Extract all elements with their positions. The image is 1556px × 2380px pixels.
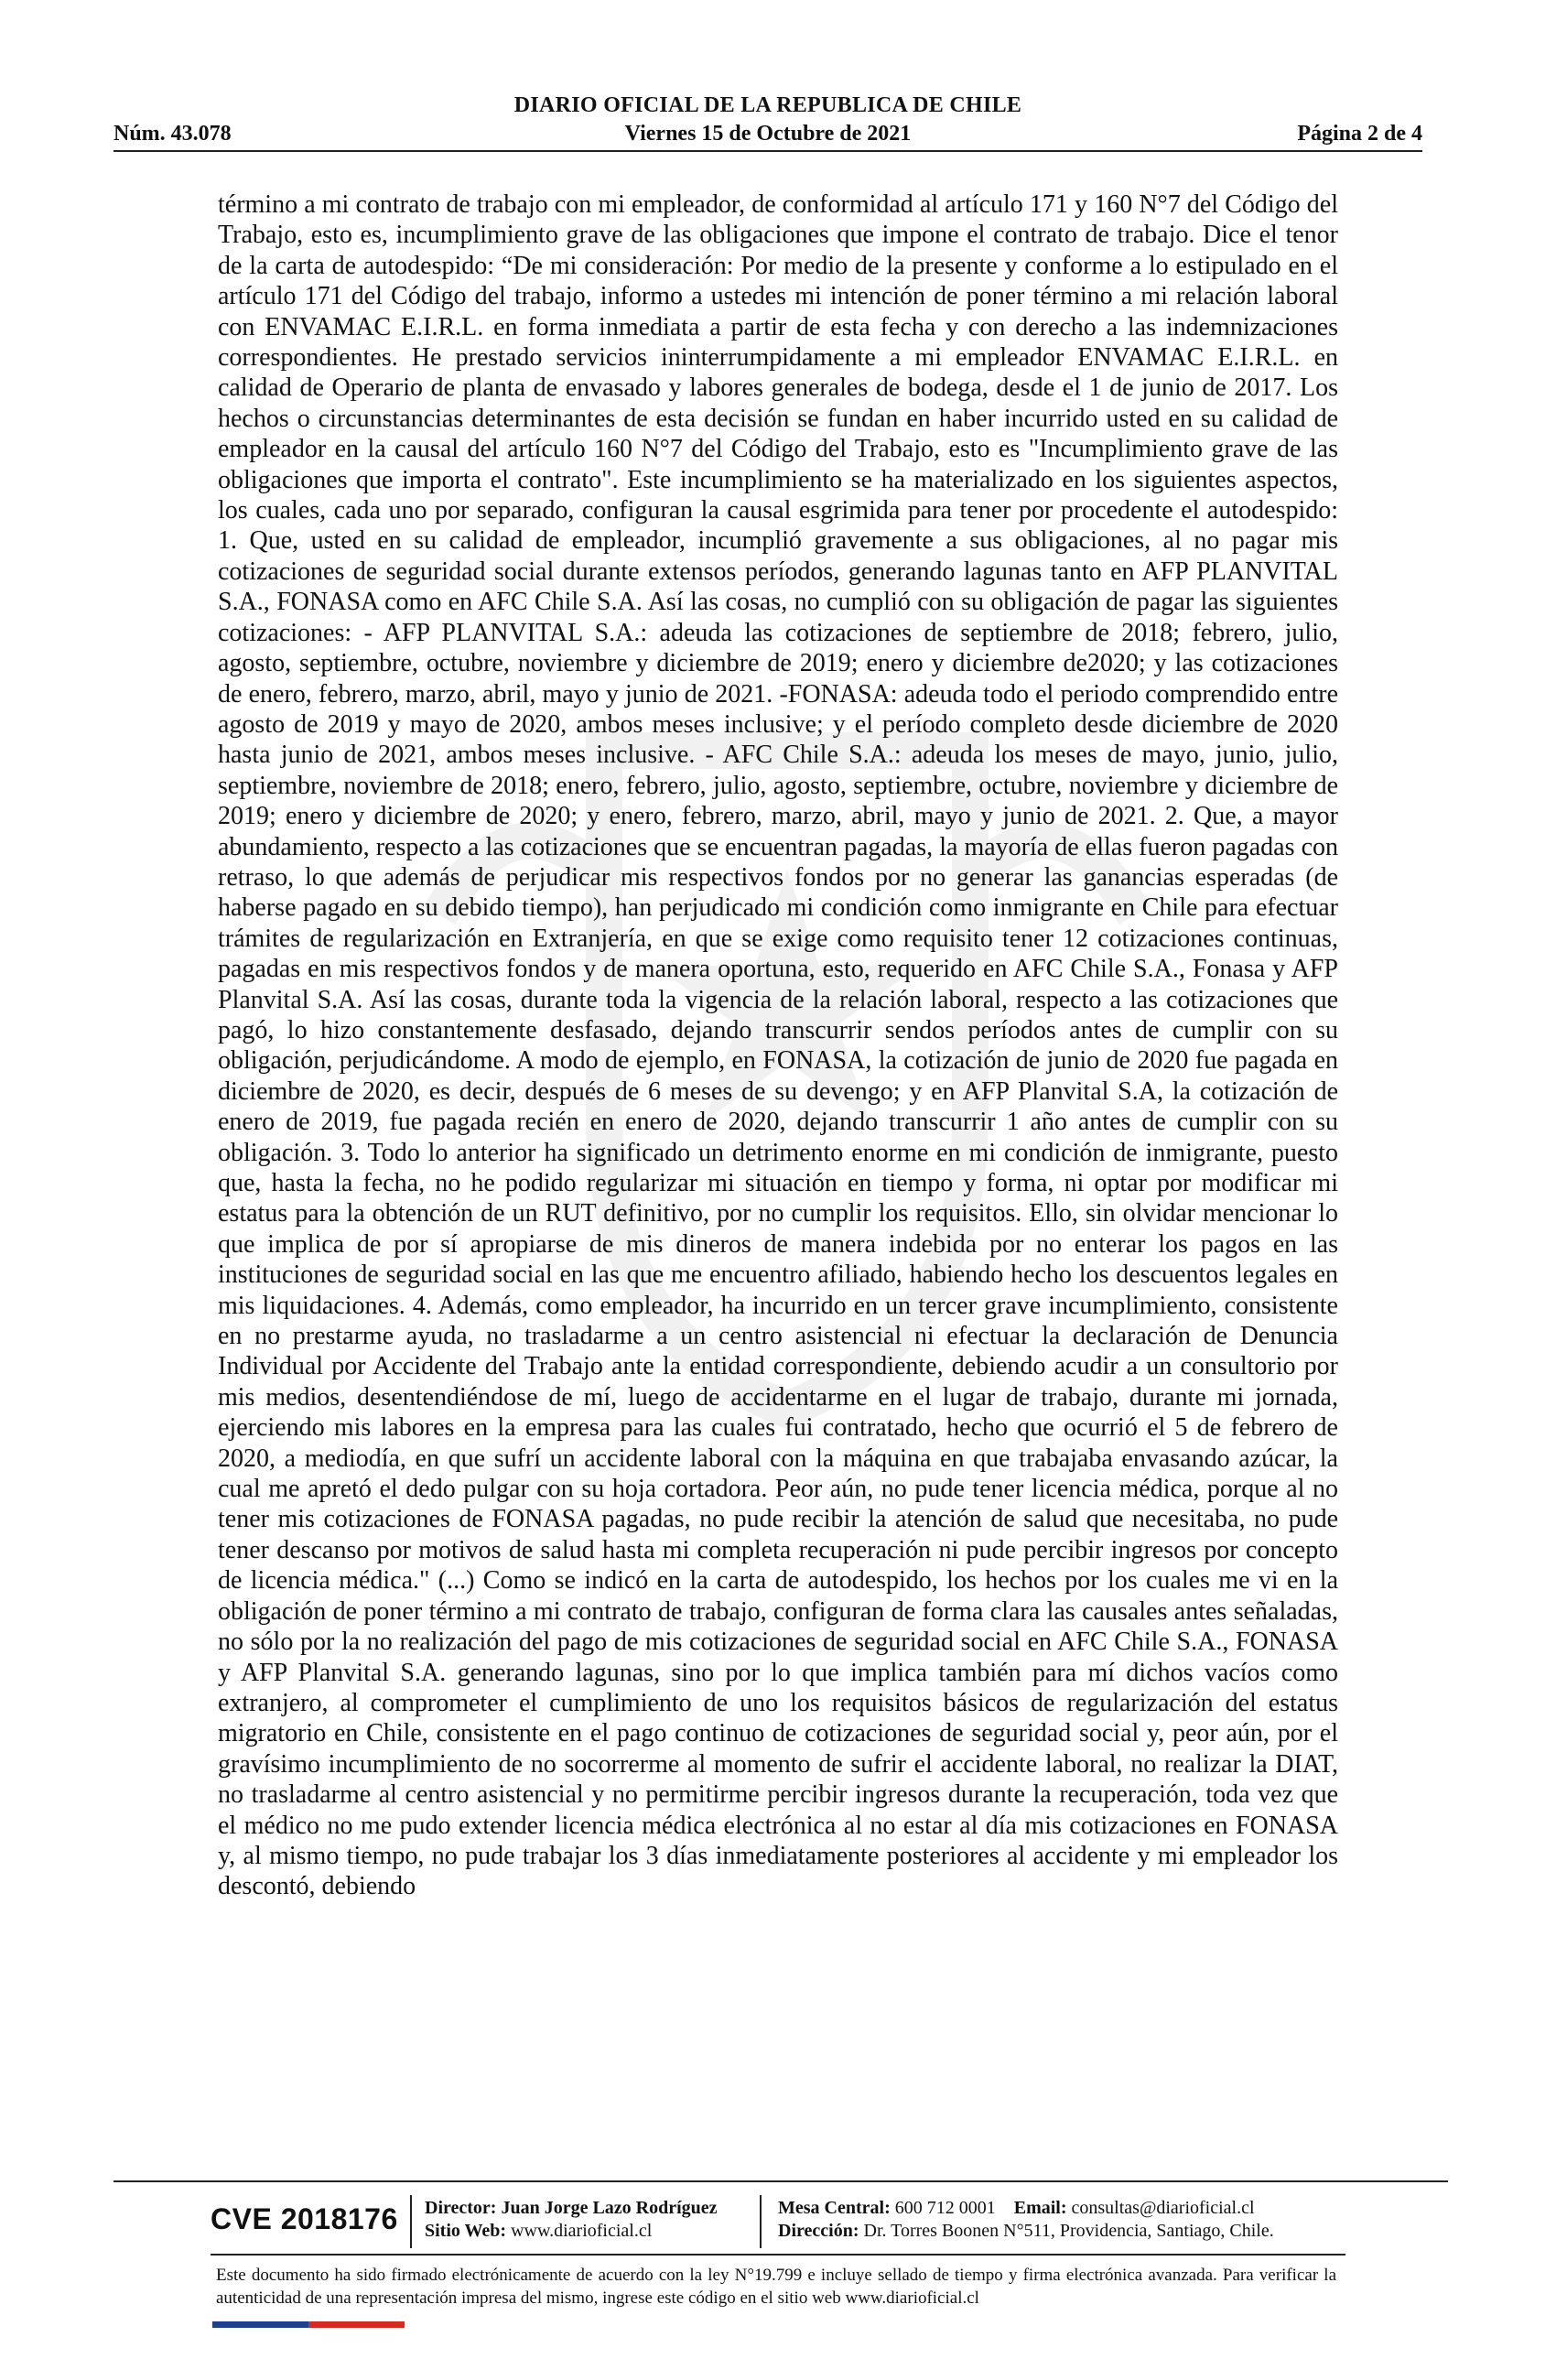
footer-divider-bottom xyxy=(211,2254,1345,2256)
header-divider xyxy=(113,150,1422,152)
footer-separator xyxy=(760,2195,762,2248)
page-indicator: Página 2 de 4 xyxy=(1297,122,1422,146)
address-label: Dirección: xyxy=(778,2221,859,2241)
flag-stripe-red xyxy=(308,2321,405,2328)
flag-stripe xyxy=(212,2321,405,2328)
issue-number: Núm. 43.078 xyxy=(113,122,232,146)
footer-info xyxy=(211,2190,1345,2256)
phone-label: Mesa Central: xyxy=(778,2198,891,2218)
cve-code: CVE 2018176 xyxy=(211,2202,398,2235)
web-label: Sitio Web: xyxy=(425,2221,507,2241)
footer-divider-top xyxy=(113,2180,1448,2182)
email-label: Email: xyxy=(1013,2198,1067,2218)
body-paragraph: término a mi contrato de trabajo con mi empleador, de conformidad al artículo 171 y 160 N°7 del Código del Trabajo, esto es, incumplimiento grave de las obligaciones que impone el contrato de trabajo. Dice el tenor de la carta de autodespido: “De mi consideración: Por medio de la presente y conforme a lo estipulado en el artículo 171 del Código del trabajo, informo a ustedes mi intención de poner término a mi relación laboral con ENVAMAC E.I.R.L. en forma inmediata a partir de esta fecha y con derecho a las indemnizaciones correspondientes. He prestado servicios ininterrumpidamente a mi empleador ENVAMAC E.I.R.L. en calidad de Operario de planta de envasado y labores generales de bodega, desde el 1 de junio de 2017. Los hechos o circunstancias determinantes de esta decisión se fundan en haber incurrido usted en su calidad de empleador en la causal del artículo 160 N°7 del Código del Trabajo, esto es "Incumplimiento grave de las obligaciones que importa el contrato". Este incumplimiento se ha materializado en los siguientes aspectos, los cuales, cada uno por separado, configuran la causal esgrimida para tener por procedente el autodespido: 1. Que, usted en su calidad de empleador, incumplió gravemente a sus obligaciones, al no pagar mis cotizaciones de seguridad social durante extensos períodos, generando lagunas tanto en AFP PLANVITAL S.A., FONASA como en AFC Chile S.A. Así las cosas, no cumplió con su obligación de pagar las siguientes cotizaciones: - AFP PLANVITAL S.A.: adeuda las cotizaciones de septiembre de 2018; febrero, julio, agosto, septiembre, octubre, noviembre y diciembre de 2019; enero y diciembre de2020; y las cotizaciones de enero, febrero, marzo, abril, mayo y junio de 2021. -FONASA: adeuda todo el periodo comprendido entre agosto de 2019 y mayo de 2020, ambos meses inclusive; y el período completo desde diciembre de 2020 hasta junio de 2021, ambos meses inclusive. - AFC Chile S.A.: adeuda los meses de mayo, junio, julio, septiembre, noviembre de 2018; enero, febrero, julio, agosto, septiembre, octubre, noviembre y diciembre de 2019; enero y diciembre de 2020; y enero, febrero, marzo, abril, mayo y junio de 2021. 2. Que, a mayor abundamiento, respecto a las cotizaciones que se encuentran pagadas, la mayoría de ellas fueron pagadas con retraso, lo que además de perjudicar mis respectivos fondos por no generar las ganancias esperadas (de haberse pagado en su debido tiempo), han perjudicado mi condición como inmigrante en Chile para efectuar trámites de regularización en Extranjería, en que se exige como requisito tener 12 cotizaciones continuas, pagadas en mis respectivos fondos y de manera oportuna, esto, requerido en AFC Chile S.A., Fonasa y AFP Planvital S.A. Así las cosas, durante toda la vigencia de la relación laboral, respecto a las cotizaciones que pagó, lo hizo constantemente desfasado, dejando transcurrir sendos períodos antes de cumplir con su obligación, perjudicándome. A modo de ejemplo, en FONASA, la cotización de junio de 2020 fue pagada en diciembre de 2020, es decir, después de 6 meses de su devengo; y en AFP Planvital S.A, la cotización de enero de 2019, fue pagada recién en enero de 2020, dejando transcurrir 1 año antes de cumplir con su obligación. 3. Todo lo anterior ha significado un detrimento enorme en mi condición de inmigrante, puesto que, hasta la fecha, no he podido regularizar mi situación en tiempo y forma, ni optar por modificar mi estatus para la obtención de un RUT definitivo, por no cumplir los requisitos. Ello, sin olvidar mencionar lo que implica de por sí apropiarse de mis dineros de manera indebida por no enterar los pagos en las instituciones de seguridad social en las que me encuentro afiliado, habiendo hecho los descuentos legales en mis liquidaciones. 4. Además, como empleador, ha incurrido en un tercer grave incumplimiento, consistente en no prestarme ayuda, no trasladarme a un centro asistencial ni efectuar la declaración de Denuncia Individual por Accidente del Trabajo ante la entidad correspondiente, debiendo acudir a un consultorio por mis medios, desentendiéndose de mí, luego de accidentarme en el lugar de trabajo, durante mi jornada, ejerciendo mis labores en la empresa para las cuales fui contratado, hecho que ocurrió el 5 de febrero de 2020, a mediodía, en que sufrí un accidente laboral con la máquina en que trabajaba envasando azúcar, la cual me apretó el dedo pulgar con su hoja cortadora. Peor aún, no pude tener licencia médica, porque al no tener mis cotizaciones de FONASA pagadas, no pude recibir la atención de salud que necesitaba, no pude tener descanso por motivos de salud hasta mi completa recuperación ni pude percibir ingresos por concepto de licencia médica." (...) Como se indicó en la carta de autodespido, los hechos por los cuales me vi en la obligación de poner término a mi contrato de trabajo, configuran de forma clara las causales antes señaladas, no sólo por la no realización del pago de mis cotizaciones de seguridad social en AFC Chile S.A., FONASA y AFP Planvital S.A. generando lagunas, sino por lo que implica también para mí dichos vacíos como extranjero, al comprometer el cumplimiento de uno los requisitos básicos de regularización del estatus migratorio en Chile, consistente en el pago continuo de cotizaciones de seguridad social y, peor aún, por el gravísimo incumplimiento de no socorrerme al momento de sufrir el accidente laboral, no realizar la DIAT, no trasladarme al centro asistencial y no permitirme percibir ingresos durante la recuperación, toda vez que el médico no me pudo extender licencia médica electrónica al no estar al día mis cotizaciones en FONASA y, al mismo tiempo, no pude trabajar los 3 días inmediatamente posteriores al accidente y mi empleador los descontó, debiendo xyxy=(218,190,1338,1901)
page-header xyxy=(113,88,1422,152)
director-label: Director: xyxy=(425,2198,497,2218)
flag-stripe-blue xyxy=(212,2321,308,2328)
issue-date: Viernes 15 de Octubre de 2021 xyxy=(624,122,912,146)
footer-contact-block xyxy=(778,2197,1274,2243)
address-text: Dr. Torres Boonen N°511, Providencia, Santiago, Chile. xyxy=(863,2221,1274,2241)
footer-separator xyxy=(410,2195,412,2248)
web-link[interactable]: www.diarioficial.cl xyxy=(511,2221,653,2241)
phone-number: 600 712 0001 xyxy=(894,2198,996,2218)
legal-notice: Este documento ha sido firmado electrónicamente de acuerdo con la ley N°19.799 e incluye sellado de tiempo y firma electrónica avanzada. Para verificar la autenticidad de una representación impresa del mismo, ingrese este código en el sitio web www.diarioficial.cl xyxy=(216,2266,1336,2308)
email-link[interactable]: consultas@diarioficial.cl xyxy=(1071,2198,1255,2218)
director-name: Juan Jorge Lazo Rodríguez xyxy=(501,2198,718,2218)
publication-title: DIARIO OFICIAL DE LA REPUBLICA DE CHILE xyxy=(513,93,1022,117)
footer-director-block xyxy=(425,2197,718,2243)
